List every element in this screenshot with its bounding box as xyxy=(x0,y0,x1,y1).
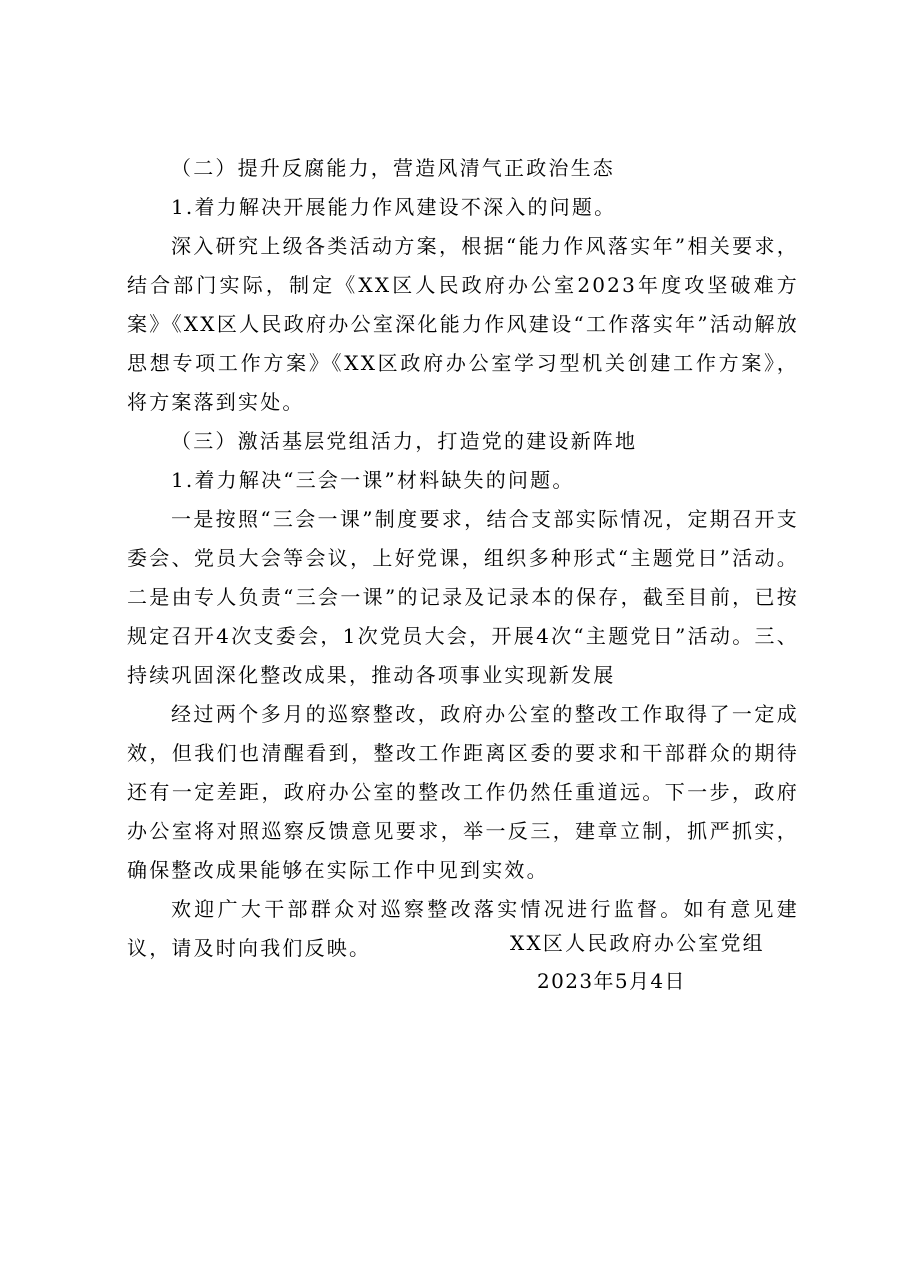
body-paragraph-meetings: 一是按照“三会一课”制度要求，结合支部实际情况，定期召开支委会、党员大会等会议，上好党课，组织多种形式“主题党日”活动。二是由专人负责“三会一课”的记录及记录本的保存，截至目前，已按规定召开4次支委会，1次党员大会，开展4次“主题党日”活动。三、持续巩固深化整改成果，推动各项事业实现新发展 xyxy=(127,507,799,687)
signature-date: 2023年5月4日 xyxy=(537,969,686,993)
section-heading-two: （二）提升反腐能力，营造风清气正政治生态 xyxy=(171,156,615,180)
body-paragraph-research: 深入研究上级各类活动方案，根据“能力作风落实年”相关要求，结合部门实际，制定《XX区人民政府办公室2023年度攻坚破难方案》《XX区人民政府办公室深化能力作风建设“工作落实年”活动解放思想专项工作方案》《XX区政府办公室学习型机关创建工作方案》，将方案落到实处。 xyxy=(127,234,799,414)
signature-organization: XX区人民政府办公室党组 xyxy=(510,931,765,955)
section-heading-three: （三）激活基层党组活力，打造党的建设新阵地 xyxy=(171,429,638,453)
subheading-three-meetings: 1.着力解决“三会一课”材料缺失的问题。 xyxy=(171,468,575,492)
subheading-item-one: 1.着力解决开展能力作风建设不深入的问题。 xyxy=(171,195,617,219)
body-paragraph-rectification: 经过两个多月的巡察整改，政府办公室的整改工作取得了一定成效，但我们也清醒看到，整改工作距离区委的要求和干部群众的期待还有一定差距，政府办公室的整改工作仍然任重道远。下一步，政府办公室将对照巡察反馈意见要求，举一反三，建章立制，抓严抓实，确保整改成果能够在实际工作中见到实效。 xyxy=(127,702,799,882)
body-paragraph-feedback: 欢迎广大干部群众对巡察整改落实情况进行监督。如有意见建议，请及时向我们反映。 xyxy=(127,897,799,960)
document-body xyxy=(127,149,799,968)
